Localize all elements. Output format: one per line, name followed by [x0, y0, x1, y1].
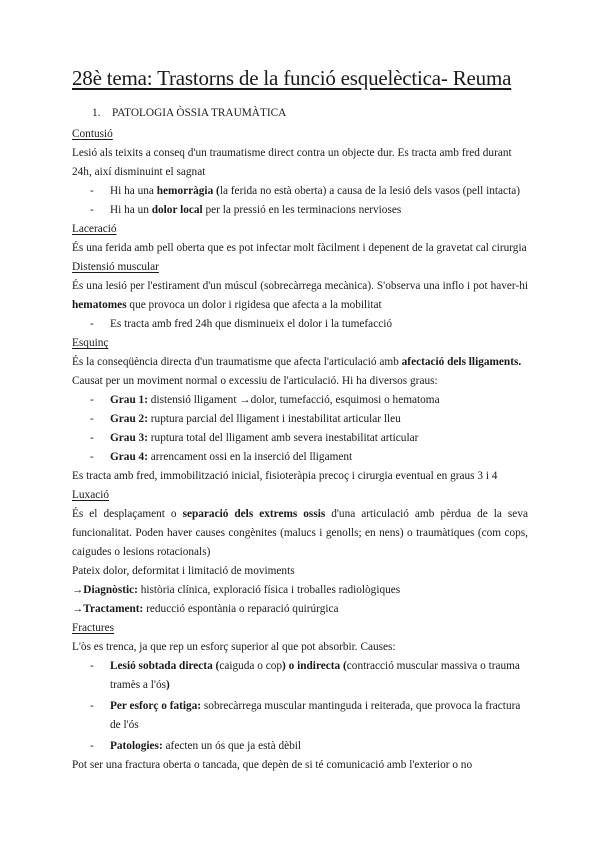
luxacio-treatment	[72, 600, 528, 619]
distensio-bullet-1: - Es tracta amb fred 24h que disminueix el dolor i la tumefacció	[72, 315, 528, 334]
distensio-text	[72, 277, 528, 315]
heading-laceracio: Laceració	[72, 223, 117, 235]
grade-item	[72, 429, 528, 448]
document-body	[72, 104, 528, 775]
text-run: Hi ha un	[110, 204, 152, 216]
fractures-closing: Pot ser una fractura oberta o tancada, que depèn de si té comunicació amb l'exterior o no	[72, 759, 473, 771]
luxacio-text	[72, 505, 528, 562]
text-run: És la conseqüència directa d'un traumatisme que afecta l'articulació amb	[72, 356, 402, 368]
text-run: per la pressió en les terminacions nervioses	[202, 204, 402, 216]
heading-luxacio: Luxació	[72, 489, 110, 501]
grade-text: arrencament ossi en la inserció del lligament	[147, 451, 353, 463]
text-run: Hi ha una	[110, 185, 157, 197]
luxacio-symptoms: Pateix dolor, deformitat i limitació de moviments	[72, 565, 295, 577]
bold-run: separació dels extrems ossis	[182, 508, 326, 520]
text-run: contracció muscular massiva o trauma tramès a l'ós	[110, 660, 520, 691]
heading-contusio: Contusió	[72, 128, 113, 140]
section-heading	[92, 104, 528, 123]
esquinc-text	[72, 353, 528, 372]
heading-distensio: Distensió muscular	[72, 261, 159, 273]
text-run: sobrecàrrega muscular mantinguda i reiterada, que provoca la fractura de l'ós	[110, 700, 521, 731]
laceracio-text: És una ferida amb pell oberta que es pot infectar molt fàcilment i depenent de la gravetat cal cirurgia	[72, 242, 527, 254]
page-title: 28è tema: Trastorns de la funció esquelèctica- Reuma	[72, 66, 512, 90]
text-run: caiguda o cop	[219, 660, 283, 672]
esquinc-treatment: Es tracta amb fred, immobilització inicial, fisioteràpia precoç i cirurgia eventual en graus 3 i 4	[72, 470, 498, 482]
grade-text: ruptura total del lligament amb severa inestabilitat articular	[147, 432, 419, 444]
text-run: la ferida no està oberta) a causa de la lesió dels vasos (pell intacta)	[219, 185, 520, 197]
heading-esquinc: Esquinç	[72, 337, 109, 349]
grade-text: distensió lligament →dolor, tumefacció, esquimosi o hematoma	[147, 394, 440, 406]
bold-run: Patologies:	[110, 740, 163, 752]
bold-run: )	[166, 679, 170, 691]
fracture-cause-2	[72, 697, 528, 735]
bold-run: hematomes	[72, 299, 127, 311]
text-run: És el desplaçament o	[72, 508, 183, 520]
section-number: 1.	[92, 107, 101, 119]
text-run: que provoca un dolor i rigidesa que afecta a la mobilitat	[126, 299, 382, 311]
text-run: reducció espontània o reparació quirúrgica	[143, 603, 339, 615]
fractures-text: L'òs es trenca, ja que rep un esforç superior al que pot absorbir. Causes:	[72, 641, 396, 653]
grade-label: Grau 3:	[110, 432, 148, 444]
fracture-cause-1	[72, 657, 528, 695]
grade-label: Grau 4:	[110, 451, 148, 463]
esquinc-text-2: Causat per un moviment normal o excessiu de l'articulació. Hi ha diversos graus:	[72, 375, 438, 387]
bold-run: ) o indirecta (	[282, 660, 347, 672]
grade-item	[72, 448, 528, 467]
grade-label: Grau 2:	[110, 413, 148, 425]
bold-run: Per esforç o fatiga:	[110, 700, 202, 712]
text-run: afecten un ós que ja està dèbil	[162, 740, 302, 752]
bold-run: →Diagnòstic:	[72, 584, 138, 596]
bold-run: hemorràgia (	[156, 185, 220, 197]
text-run: d'una articulació amb pèrdua de la seva funcionalitat. Poden haver causes congènites (malucs i genolls; en nens) o traumàtiques (com cops, caigudes o lesions rotacionals)	[72, 508, 528, 558]
bold-run: Lesió sobtada directa (	[110, 660, 220, 672]
grade-text: ruptura parcial del lligament i inestabilitat articular lleu	[147, 413, 401, 425]
contusio-text: Lesió als teixits a conseq d'un traumatisme direct contra un objecte dur. Es tracta amb fred durant 24h, així disminuint el sagnat	[72, 147, 512, 178]
contusio-bullet-2	[72, 201, 528, 220]
text-run: És una lesió per l'estirament d'un múscul (sobrecàrrega mecànica). S'observa una inflo i pot haver-hi	[72, 280, 528, 292]
bold-run: afectació dels lligaments.	[401, 356, 522, 368]
grade-item	[72, 391, 528, 410]
contusio-bullet-1	[72, 182, 528, 201]
bold-run: dolor local	[151, 204, 203, 216]
grade-item	[72, 410, 528, 429]
text-run: història clínica, exploració física i troballes radiològiques	[137, 584, 401, 596]
fracture-cause-3	[72, 737, 528, 756]
luxacio-diagnostic	[72, 581, 528, 600]
section-label: PATOLOGIA ÒSSIA TRAUMÀTICA	[112, 107, 287, 119]
grade-label: Grau 1:	[110, 394, 148, 406]
bold-run: →Tractament:	[72, 603, 144, 615]
heading-fractures: Fractures	[72, 622, 115, 634]
